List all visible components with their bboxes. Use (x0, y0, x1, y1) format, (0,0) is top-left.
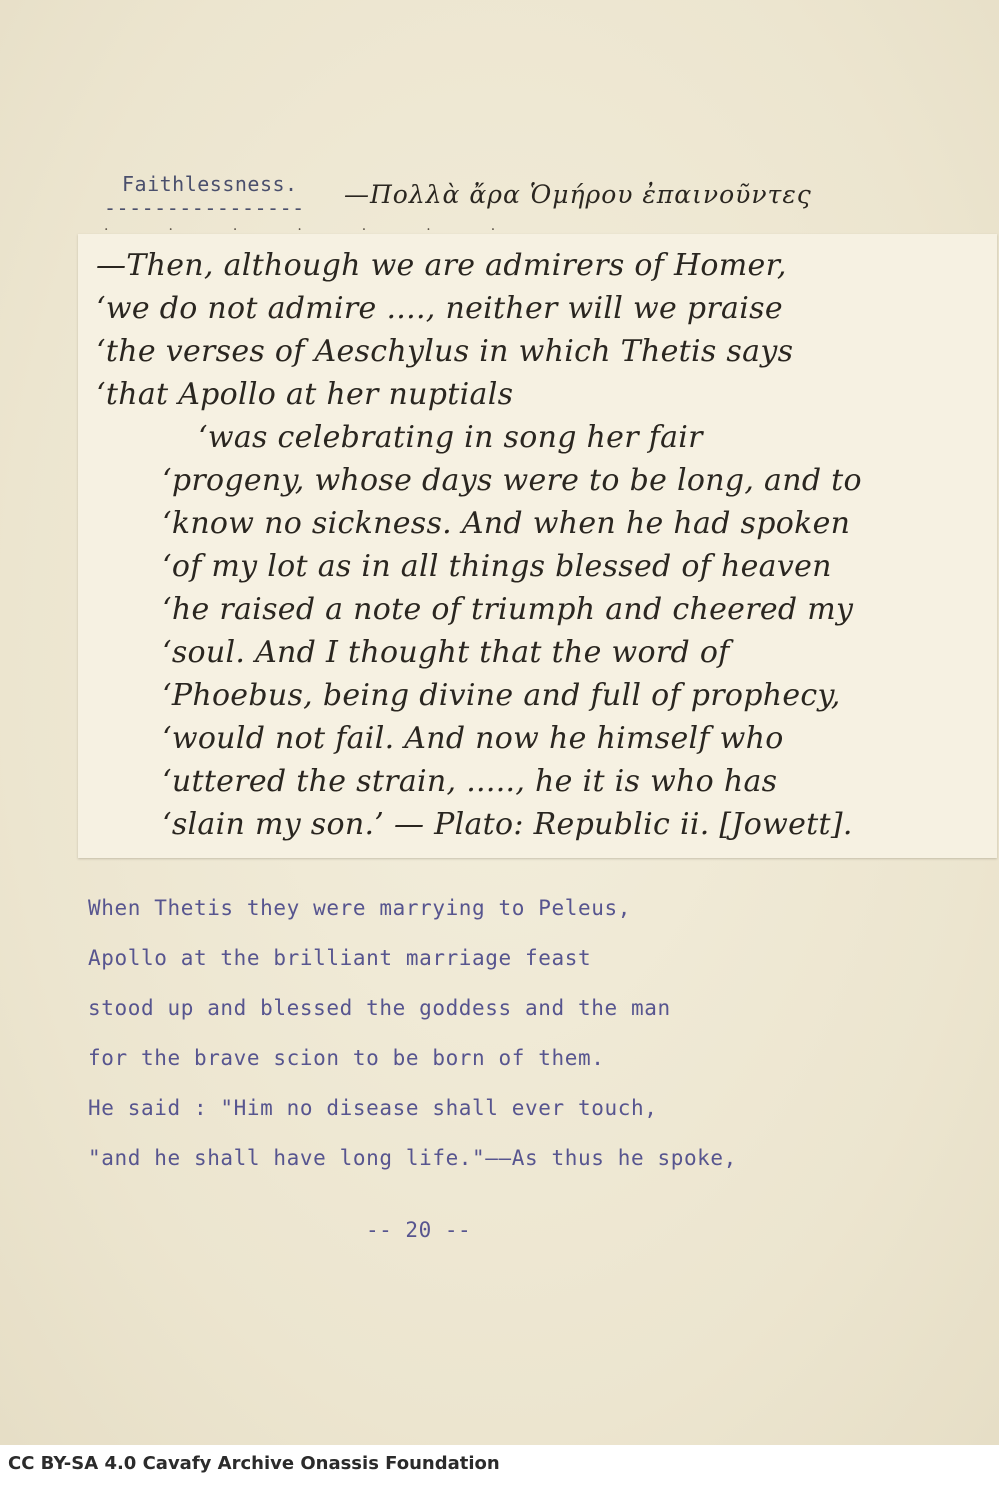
greek-epigraph: —Πολλὰ ἄρα Ὁμήρου ἐπαινοῦντες (344, 180, 812, 209)
license-credit: CC BY-SA 4.0 Cavafy Archive Onassis Foundation (8, 1453, 500, 1474)
footer-bar (0, 1445, 999, 1488)
typed-poem-line: When Thetis they were marrying to Peleus, (88, 896, 631, 920)
handwritten-line: ‘slain my son.’ — Plato: Republic ii. [Jowett]. (162, 807, 853, 842)
typed-poem-line: He said : "Him no disease shall ever touch, (88, 1096, 658, 1120)
typed-poem-line: Apollo at the brilliant marriage feast (88, 946, 592, 970)
handwritten-line: ‘that Apollo at her nuptials (96, 377, 514, 412)
handwritten-line: ‘he raised a note of triumph and cheered my (162, 592, 854, 627)
handwritten-line: ‘would not fail. And now he himself who (162, 721, 784, 756)
handwritten-line: ‘we do not admire ...., neither will we praise (96, 291, 783, 326)
page-number: -- 20 -- (366, 1218, 472, 1242)
handwritten-line: ‘of my lot as in all things blessed of heaven (162, 549, 832, 584)
handwritten-line: ‘uttered the strain, ....., he it is who has (162, 764, 778, 799)
poem-title: Faithlessness. (122, 172, 298, 196)
typed-poem-line: stood up and blessed the goddess and the man (88, 996, 671, 1020)
handwritten-translation-slip (78, 234, 997, 858)
greek-continuation-fragment: ······· (104, 222, 556, 234)
handwritten-line: ‘the verses of Aeschylus in which Thetis says (96, 334, 794, 369)
handwritten-line: ‘progeny, whose days were to be long, and to (162, 463, 862, 498)
handwritten-line: ‘was celebrating in song her fair (198, 420, 703, 455)
handwritten-line: ‘know no sickness. And when he had spoken (162, 506, 851, 541)
handwritten-line: —Then, although we are admirers of Homer, (96, 248, 787, 283)
title-underline: ---------------- (104, 196, 305, 220)
handwritten-line: ‘Phoebus, being divine and full of prophecy, (162, 678, 841, 713)
typed-poem-line: for the brave scion to be born of them. (88, 1046, 605, 1070)
handwritten-line: ‘soul. And I thought that the word of (162, 635, 730, 670)
typed-poem-line: "and he shall have long life."——As thus he spoke, (88, 1146, 737, 1170)
